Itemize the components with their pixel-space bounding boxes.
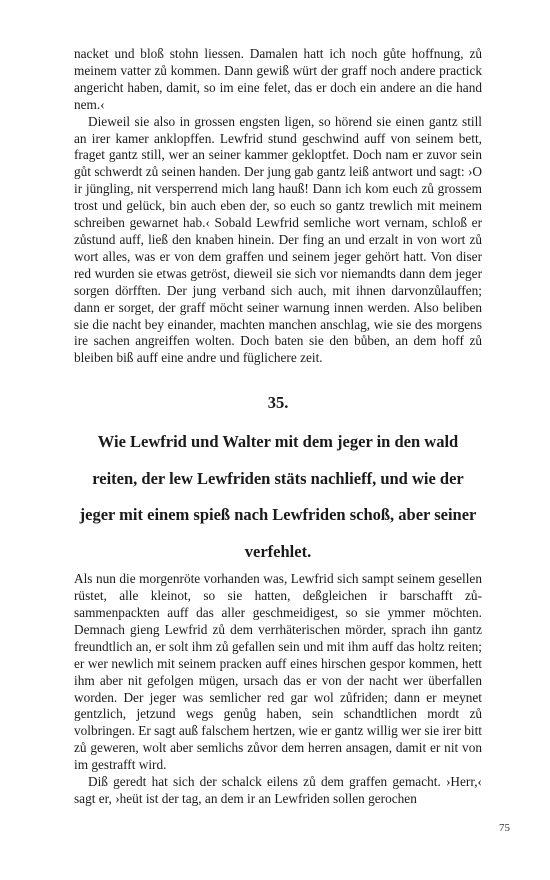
- paragraph: nacket und bloß stohn liessen. Damalen hatt ich noch gůte hoffnung, zů meinem vatter zů kommen. Dann gewiß würt der graff noch andere practick angericht haben, damit, so im eine felet, das er doch ein andere an die hand nem.‹: [74, 46, 482, 112]
- chapter-number: 35.: [267, 393, 289, 413]
- chapter-title-line: verfehlet.: [244, 541, 312, 561]
- paragraph: Diß geredt hat sich der schalck eilens zů dem graffen gemacht. ›Herr,‹ sagt er, ›heüt ist der tag, an dem ir an Lewfriden sollen gerochen: [74, 774, 482, 806]
- chapter-title-line: Wie Lewfrid und Walter mit dem jeger in den wald: [97, 432, 459, 452]
- paragraph: Als nun die morgenröte vorhanden was, Lewfrid sich sampt seinem gesellen rüstet, alle kleinot, so sie hatten, deßgleichen ir barschafft zůsammenpackten auff das aller geschmeidigest, so sie ymmer möchten. Demnach gieng Lewfrid zů dem verrhäterischen mörder, sprach ihn gantz freundtlich an, er solt ihm zů gefallen sein und mit ihm auff das holtz reiten; er wer newlich mit seinem pracken auff eines hirschen gespor kommen, hett ihm aber nit gefolgen mügen, ursach das er von der nacht wer überfallen worden. Der jeger was semlicher red gar wol zůfriden; dann er meynet gentzlich, jetzund wegs genůg haben, sein schandtlichen mordt zů volbringen. Er sagt auß falschem hertzen, wie er gantz willig wer sie irer bitt zů geweren, wolt aber semlichs zůvor dem herren ansagen, damit er nit von im gestrafft wird.: [74, 571, 482, 773]
- page-body: [74, 46, 482, 808]
- page-number: 75: [499, 822, 510, 834]
- chapter-title-line: reiten, der lew Lewfriden stäts nachlieff, und wie der: [92, 468, 464, 488]
- chapter-title-line: jeger mit einem spieß nach Lewfriden schoß, aber seiner: [79, 505, 477, 525]
- paragraph: Dieweil sie also in grossen engsten ligen, so hörend sie einen gantz still an irer kamer anklopffen. Lewfrid stund geschwind auff von seinem bett, fraget gantz still, wer an seiner kammer gekloptfet. Doch nam er zuvor sein gůt schwerdt zů seinen handen. Der jung gab gantz leiß antwort und sagt: ›O ir jüngling, nit versperrend mich lang hauß! Dann ich kom euch zů grossem trost und gelück, bin auch eben der, so euch so gantz trewlich mit meinem schreiben gewarnet hab.‹ Sobald Lewfrid semliche wort vernam, schloß er zůstund auff, ließ den knaben hinein. Der fing an und erzalt in von wort zů wort alles, was er von dem graffen und seinem jeger gehört hatt. Von diser red wurden sie etwas getröst, dieweil sie sich vor niemandts dann dem jeger sorgen dörfften. Der jung verband sich auch, mit ihnen darvonzůlauffen; dann er sorget, der graff möcht seiner warnung innen werden. Also beliben sie die nacht bey einander, machten manchen anschlag, wie sie des morgens ire sachen angreiffen wolten. Doch baten sie den bůben, an dem hoff zů bleiben biß auff eine andre und füglichere zeit.: [74, 113, 482, 366]
- chapter-title: [74, 425, 482, 569]
